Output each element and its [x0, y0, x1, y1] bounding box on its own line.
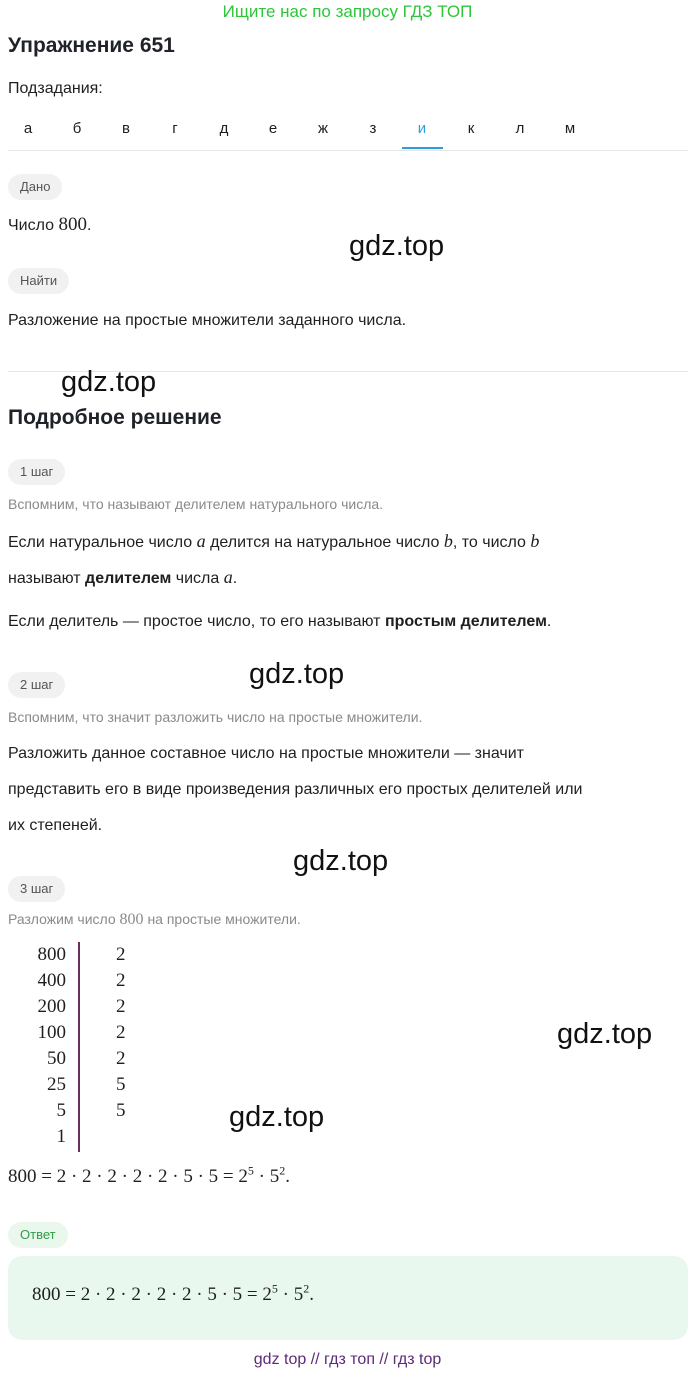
subtask-tabs	[8, 108, 688, 151]
quotient: 200	[37, 996, 66, 1017]
tab-subtask-z[interactable]: з	[369, 120, 377, 137]
divisor: 2	[116, 996, 126, 1017]
divisor: 2	[116, 1022, 126, 1043]
step2-line1: Разложить данное составное число на простые множители — значит	[8, 745, 524, 762]
factorization-quotients	[14, 942, 66, 1150]
step3-hint: Разложим число 800 на простые множители.	[8, 911, 301, 928]
tab-subtask-m[interactable]: м	[564, 120, 576, 137]
quotient: 1	[56, 1126, 66, 1147]
quotient: 50	[47, 1048, 66, 1069]
tab-subtask-e[interactable]: е	[268, 120, 278, 137]
step1-chip: 1 шаг	[8, 459, 65, 485]
step1-paragraph-line1: Если натуральное число a делится на натуральное число b, то число b	[8, 531, 540, 551]
factorization-equation: $800 = 2 \cdot 2 \cdot 2 \cdot 2 \cdot 2 \cdot 5 \cdot 5 = 2^5 \cdot 5^2$.	[8, 1163, 290, 1187]
divisor: 5	[116, 1074, 126, 1095]
footer-links[interactable]: gdz top // гдз топ // гдз top	[253, 1351, 442, 1368]
quotient: 800	[37, 944, 66, 965]
watermark-text: gdz.top	[61, 366, 157, 398]
step2-line2: представить его в виде произведения различных его простых делителей или	[8, 781, 583, 798]
step1-paragraph-line2: называют делителем числа a.	[8, 567, 238, 587]
find-text: Разложение на простые множители заданного числа.	[8, 312, 407, 329]
tab-subtask-l[interactable]: л	[515, 120, 525, 137]
step3-chip: 3 шаг	[8, 876, 65, 902]
given-text: Число 800.	[8, 214, 92, 235]
tab-subtask-v[interactable]: в	[122, 120, 130, 137]
tab-subtask-a[interactable]: а	[23, 120, 33, 137]
answer-equation: $800 = 2 \cdot 2 \cdot 2 \cdot 2 \cdot 2 \cdot 5 \cdot 5 = 2^5 \cdot 5^2$.	[32, 1281, 314, 1305]
tab-subtask-g[interactable]: г	[172, 120, 178, 137]
active-tab-indicator	[402, 147, 443, 149]
watermark-text: gdz.top	[293, 845, 389, 877]
watermark-text: gdz.top	[229, 1101, 325, 1133]
step1-paragraph2: Если делитель — простое число, то его называют простым делителем.	[8, 613, 552, 630]
subtasks-label: Подзадания:	[8, 80, 103, 97]
tab-subtask-zh[interactable]: ж	[317, 120, 329, 137]
step2-hint: Вспомним, что значит разложить число на простые множители.	[8, 709, 423, 725]
step2-chip: 2 шаг	[8, 672, 65, 698]
given-chip: Дано	[8, 174, 62, 200]
page-title: Упражнение 651	[8, 34, 175, 57]
quotient: 400	[37, 970, 66, 991]
factorization-divider-line	[78, 942, 80, 1152]
tab-subtask-d[interactable]: д	[219, 120, 229, 137]
step1-hint: Вспомним, что называют делителем натурального числа.	[8, 496, 384, 512]
watermark-text: gdz.top	[249, 658, 345, 690]
quotient: 100	[37, 1022, 66, 1043]
answer-chip: Ответ	[8, 1222, 68, 1248]
tab-subtask-i[interactable]: и	[417, 120, 427, 137]
divisor: 2	[116, 944, 126, 965]
step2-line3: их степеней.	[8, 817, 103, 834]
watermark-text: gdz.top	[349, 230, 445, 262]
answer-box	[8, 1256, 688, 1340]
tab-subtask-b[interactable]: б	[72, 120, 82, 137]
divisor: 2	[116, 1048, 126, 1069]
factorization-divisors	[116, 942, 128, 1124]
divisor: 2	[116, 970, 126, 991]
find-chip: Найти	[8, 268, 69, 294]
solution-title: Подробное решение	[8, 406, 222, 429]
watermark-text: gdz.top	[557, 1018, 653, 1050]
given-number: 800	[58, 214, 87, 235]
quotient: 25	[47, 1074, 66, 1095]
quotient: 5	[56, 1100, 66, 1121]
search-banner: Ищите нас по запросу ГДЗ ТОП	[222, 2, 473, 21]
tab-subtask-k[interactable]: к	[467, 120, 475, 137]
divisor: 5	[116, 1100, 126, 1121]
